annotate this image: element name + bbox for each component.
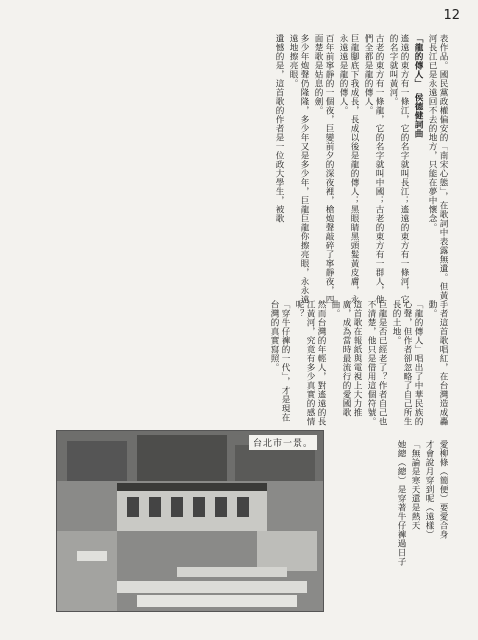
page-number: 12: [443, 8, 460, 23]
article-middle-text: [40, 300, 448, 430]
song-title: 「龍的傳人」 侯德健詞曲: [413, 34, 423, 138]
paragraph: 這首歌在報紙與電視上大力推廣，成為當時最流行的愛國歌曲。: [330, 300, 362, 417]
paragraph: 表作品。國民黨政權偏安的「南宋心態」，在歌詞中表露無遺。但黃河長江已是永遠回不去的地方，只能在夢中懷念。: [427, 34, 448, 300]
lyric-line: 才會說月穿到呢（遠樣）: [424, 440, 434, 539]
lyric-line: 愛柳條（簡便）要愛合身: [438, 440, 448, 539]
lyric-stanza: 百年前寧靜的一個夜，巨變前夕的深夜裡，槍炮聲敲碎了寧靜夜，四面楚歌是姑息的劍。: [313, 34, 334, 304]
lyric-stanza: 遙遠的東方有一條江，它的名字就叫長江；遙遠的東方有一條河，它的名字就叫黃河。: [388, 34, 409, 304]
street-scene-image: [57, 431, 323, 611]
paragraph: 巨龍是否已經老了？作者自己也不清楚，他只是借用這個符號。: [366, 300, 387, 426]
city-photo: [56, 430, 324, 612]
lyric-stanza: 多少年炮聲仍隆隆，多少年又是多少年，巨龍巨龍你擦亮眼，永永遠遠地擦亮眼。: [288, 34, 309, 304]
lyric-line: 她總（總）是穿著牛仔褲過日子: [396, 440, 406, 566]
article-lower-text: [330, 440, 448, 600]
article-upper-text: [28, 34, 448, 304]
paragraph: 然而台灣的年輕人，對遙遠的長江黃河，究竟有多少真實的感情呢？: [294, 300, 326, 426]
lyric-line: 「無論是寒天還是熱天: [410, 440, 420, 530]
paragraph: 「龍的傳人」唱出了中華民族的心聲，但作者卻忽略了自己所生長的土地。: [391, 300, 423, 426]
lyric-stanza: 古老的東方有一條龍，它的名字就叫中國；古老的東方有一群人，他們全都是龍的傳人。: [363, 34, 384, 304]
lyric-stanza: 巨龍腳底下我成長，長成以後是龍的傳人；黑眼睛黑頭髮黃皮膚，永永遠遠是龍的傳人。: [338, 34, 359, 304]
photo-caption: 台北市一景。: [249, 435, 317, 450]
paragraph: 「穿牛仔褲的一代」，才是現在台灣的真實寫照。: [269, 300, 290, 422]
paragraph: 手者這首歌唱紅，在台灣造成轟動。: [427, 300, 448, 426]
paragraph: 遺憾的是，這首歌的作者是一位政大學生，被歌: [274, 34, 284, 223]
